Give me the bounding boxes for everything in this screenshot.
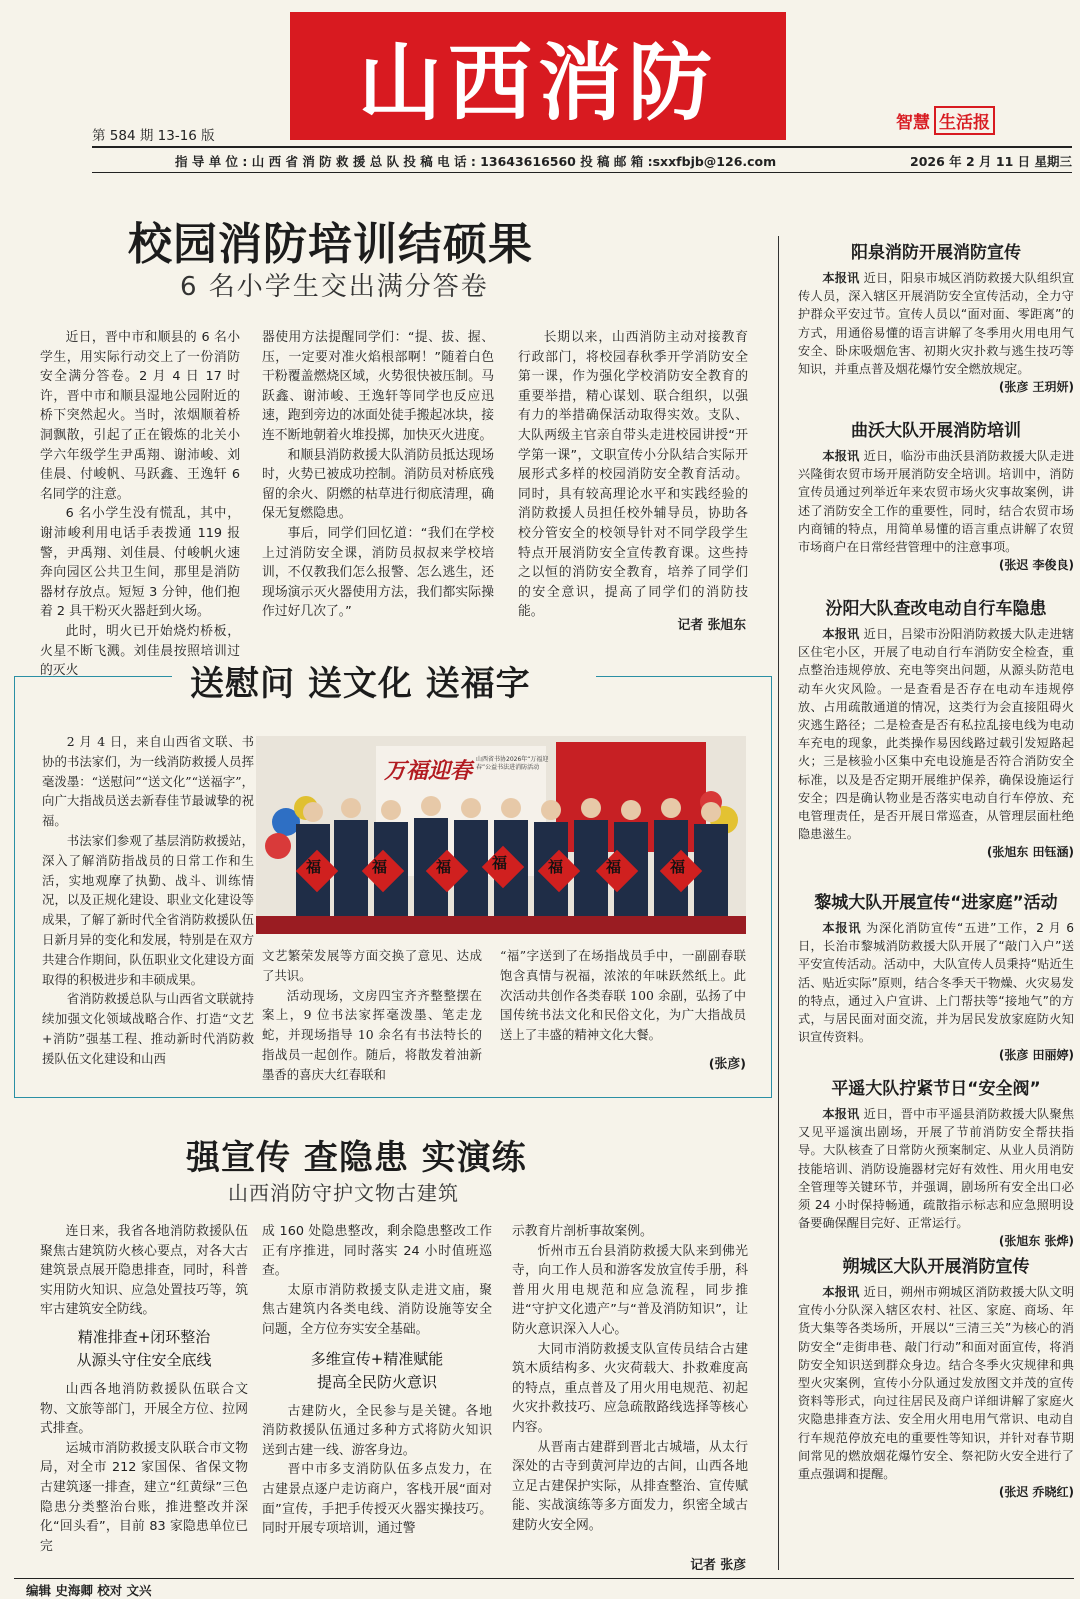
sidebar-item-lead: 本报讯 [822, 1107, 860, 1121]
info-bar [175, 152, 1072, 170]
event-photo [256, 736, 746, 934]
article1-col1 [40, 328, 240, 681]
paragraph: 和顺县消防救援大队消防员抵达现场时，火势已被成功控制。消防员对桥底残留的余火、阴燃的枯草进行彻底清理，确保无复燃隐患。 [262, 447, 494, 522]
article3-section2-title: 多维宣传+精准赋能 提高全民防火意识 [310, 1349, 444, 1391]
sidebar-item-text: 为深化消防宣传“五进”工作，2 月 6 日，长治市黎城消防救援大队开展了“敲门入户”送平安宣传活动。活动中，大队宣传人员秉持“贴近生活、贴近实际”原则，结合冬季天干物燥、火灾易发的特点，通过入户宣讲、上门帮扶等“接地气”的方式，与居民面对面交流，并为居民发放家庭防火知识宣传资料。 [798, 921, 1075, 1045]
fu-4: 福 [492, 854, 508, 872]
paragraph: 书法家们参观了基层消防救援站，深入了解消防指战员的日常工作和生活，实地观摩了执勤、战斗、训练情况，以及正规化建设、职业文化建设等成果，了解了新时代全省消防救援队伍日新月异的变化和发展，特别是在双方共建合作期间，队伍职业文化建设方面取得的积极进步和丰硕成果。 [42, 832, 254, 987]
article3-col3 [512, 1222, 748, 1536]
sidebar-item [798, 1074, 1074, 1252]
sidebar-item-byline: (张迟 乔晓红) [998, 1485, 1074, 1500]
article2-byline: (张彦) [708, 1057, 746, 1072]
footer-credits: 编辑 史海卿 校对 文兴 [26, 1583, 152, 1598]
article1-col2 [262, 328, 494, 622]
photo-caption: 山西省书协2026年“万福迎春”公益书法进消防活动 [476, 756, 549, 771]
sidebar-item [798, 594, 1074, 888]
sidebar-item-text: 近日，临汾市曲沃县消防救援大队走进兴隆街农贸市场开展消防安全培训。培训中，消防宣传员通过列举近年来农贸市场火灾事故案例，讲述了消防安全工作的重要性，同时，结合农贸市场内商铺的特点，用简单易懂的语言重点讲解了农贸市场商户在日常经营管理中的注意事项。 [798, 449, 1075, 555]
paragraph: 山西各地消防救援队伍联合文物、文旅等部门，开展全方位、拉网式排查。 [40, 1381, 248, 1437]
paragraph: “福”字送到了在场指战员手中，一副副春联饱含真情与祝福，浓浓的年味跃然纸上。此次活动共创作各类春联 100 余副，弘扬了中国传统书法文化和民俗文化，为广大指战员送上了丰盛的精神文化大餐。 [500, 948, 746, 1043]
masthead-banner [290, 12, 786, 140]
paragraph: 近日，晋中市和顺县的 6 名小学生，用实际行动交上了一份消防安全满分答卷。2 月 4 日 17 时许，晋中市和顺县湿地公园附近的桥下突然起火。当时，浓烟顺着桥洞飘散，引起了正在锻炼的北关小学六年级学生尹禹翔、谢沛峻、刘佳晨、付峻帆、马跃鑫、王逸轩 6 名同学的注意。 [40, 330, 240, 502]
sidebar-item-title: 曲沃大队开展消防培训 [851, 421, 1021, 441]
paragraph: 2 月 4 日，来自山西省文联、书协的书法家们，为一线消防救援人员挥毫泼墨：“送慰问”“送文化”“送福字”，向广大指战员送去新春佳节最诚挚的祝福。 [42, 734, 254, 829]
paragraph: 器使用方法提醒同学们：“提、拔、握、压，一定要对准火焰根部啊！”随着白色干粉覆盖燃烧区域，火势很快被压制。马跃鑫、谢沛峻、王逸轩等同学也反应迅速，跑到旁边的冰面处徒手搬起冰块，接连不断地朝着火堆投掷，加快灭火进度。 [262, 330, 494, 443]
sidebar-item-title: 平遥大队拧紧节日“安全阀” [831, 1079, 1041, 1099]
masthead-title: 山西消防 [357, 32, 718, 132]
sidebar-item-byline: (张迟 李俊良) [998, 558, 1074, 573]
sidebar-item-text: 近日，吕梁市汾阳消防救援大队走进辖区住宅小区，开展了电动自行车消防安全检查，重点整治违规停放、充电等突出问题，从源头防范电动车火灾风险。一是查看是否存在电动车违规停放、占用疏散通道的情况，这类行为会直接阻碍火灾逃生路径；二是检查是否有私拉乱接电线为电动车充电的现象，此类操作易因线路过载引发短路起火；三是核验小区集中充电设施是否符合消防安全标准，以及是否定期开展维护保养，确保设施运行安全；四是确认物业是否落实电动自行车停放、充电管理责任，是否开展日常巡查，从管理层面杜绝隐患滋生。 [798, 627, 1075, 842]
sidebar-item-byline: (张彦 田丽婷) [998, 1048, 1074, 1063]
article3-section1-title: 精准排查+闭环整治 从源头守住安全底线 [76, 1327, 212, 1369]
sidebar-news [798, 238, 1074, 1552]
paragraph: 连日来，我省各地消防救援队伍聚焦古建筑防火核心要点，对各大古建筑景点展开隐患排查，同时，科普实用防火知识、应急处置技巧等，筑牢古建筑安全防线。 [40, 1224, 248, 1318]
sidebar-item-lead: 本报讯 [822, 921, 862, 935]
photo-banner: 万福迎春 [384, 758, 473, 784]
sidebar-item-lead: 本报讯 [822, 627, 860, 641]
article1-byline: 记者 张旭东 [677, 618, 746, 633]
article3-title: 强宣传 查隐患 实演练 [186, 1138, 527, 1178]
paragraph: 文艺繁荣发展等方面交换了意见、达成了共识。 [262, 948, 482, 983]
sidebar-item-byline: (张彦 王玥妍) [998, 380, 1074, 395]
paragraph: 成 160 处隐患整改，剩余隐患整改工作正有序推进，同时落实 24 小时值班巡查。 [262, 1224, 492, 1279]
paragraph: 晋中市多支消防队伍多点发力，在古建景点逐户走访商户，客栈开展“面对面”宣传，手把手传授灭火器实操技巧。同时开展专项培训，通过警 [262, 1462, 492, 1537]
issue-number: 第 584 期 13-16 版 [92, 128, 215, 144]
article2-title: 送慰问 送文化 送福字 [190, 664, 531, 704]
fu-6: 福 [606, 858, 622, 876]
fu-5: 福 [548, 858, 564, 876]
sidebar-item-text: 近日，晋中市平遥县消防救援大队聚焦又见平遥演出剧场，开展了节前消防安全帮扶指导。大队核查了日常防火预案制定、从业人员消防技能培训、消防设施器材完好有效性、用火用电安全管理等关键环节，并强调，剧场所有安全出口必须 24 小时保持畅通，疏散指示标志和应急照明设备要确保醒目完好、正常运行。 [798, 1107, 1075, 1231]
sidebar-item-byline: (张旭东 田钰涵) [986, 845, 1074, 860]
article3-byline: 记者 张彦 [690, 1558, 746, 1573]
sidebar-item-title: 阳泉消防开展消防宣传 [851, 243, 1021, 263]
paragraph: 从晋南古建群到晋北古城墙，从太行深处的古寺到黄河岸边的古间，山西各地立足古建保护实际，从排查整治、宣传赋能、实战演练等多方面发力，织密全域古建防火安全网。 [512, 1439, 748, 1533]
article2-col2 [262, 946, 482, 1085]
paragraph: 事后，同学们回忆道：“我们在学校上过消防安全课，消防员叔叔来学校培训，不仅教我们怎么报警、怎么逃生，还现场演示灭火器使用方法，我们都实际操作过好几次了。” [262, 525, 494, 620]
article1-col3 [518, 328, 748, 622]
sidebar-item-lead: 本报讯 [822, 271, 860, 285]
article3-col1 [40, 1222, 248, 1556]
paragraph: 示教育片剖析事故案例。 [512, 1224, 653, 1239]
sidebar-item [798, 888, 1074, 1074]
fu-7: 福 [670, 858, 686, 876]
paragraph: 古建防火，全民参与是关键。各地消防救援队伍通过多种方式将防火知识送到古建一线、游客身边。 [262, 1403, 492, 1458]
partner-small: 智慧 [896, 113, 930, 133]
sidebar-item [798, 416, 1074, 594]
sidebar-item-title: 黎城大队开展宣传“进家庭”活动 [814, 893, 1058, 913]
article2-col3 [500, 946, 746, 1045]
sidebar-item-byline: (张旭东 张烨) [998, 1234, 1074, 1249]
sidebar-item [798, 238, 1074, 416]
partner-logo [896, 106, 995, 135]
article1-title: 校园消防培训结硕果 [128, 219, 533, 270]
paragraph: 省消防救援总队与山西省文联就持续加强文化领域战略合作、打造“文艺+消防”强基工程、推动新时代消防救援队伍文化建设和山西 [42, 991, 254, 1066]
article3-subtitle: 山西消防守护文物古建筑 [228, 1181, 459, 1205]
sidebar-item-text: 近日，朔州市朔城区消防救援大队文明宣传小分队深入辖区农村、社区、家庭、商场、年货大集等各类场所，开展以“三清三关”为核心的消防安全“走街串巷、敲门行动”和面对面宣传，将消防安全知识送到群众身边。结合冬季火灾规律和典型火灾案例，宣传小分队通过发放图文并茂的宣传资料等形式，向过往居民及商户详细讲解了家庭火灾隐患排查方法、安全用火用电用气常识、电动自行车规范停放充电的重要性等知识，并针对春节期间常见的燃放烟花爆竹安全、祭祀防火安全进行了重点强调和提醒。 [798, 1285, 1075, 1482]
info-bar-text: 指 导 单 位 : 山 西 省 消 防 救 援 总 队 投 稿 电 话 : 13643616560 投 稿 邮 箱 :sxxfbjb@126.com [175, 154, 777, 169]
sidebar-item [798, 1252, 1074, 1552]
fu-1: 福 [306, 858, 322, 876]
paragraph: 忻州市五台县消防救援大队来到佛光寺，向工作人员和游客发放宣传手册，科普用火用电规范和应急流程，同步推进“守护文化遗产”与“普及消防知识”，让防火意识深入人心。 [512, 1243, 748, 1337]
sidebar-item-text: 近日，阳泉市城区消防救援大队组织宣传人员，深入辖区开展消防安全宣传活动，全力守护群众平安过节。宣传人员以“面对面、零距离”的方式，用通俗易懂的语言讲解了冬季用火用电用气安全、卧床吸烟危害、初期火灾扑救与逃生技巧等知识，并重点普及烟花爆竹安全燃放规定。 [798, 271, 1075, 377]
article3-col2 [262, 1222, 492, 1539]
partner-brand: 生活报 [934, 106, 995, 135]
article2-col1 [42, 732, 254, 1069]
paragraph: 大同市消防救援支队宣传员结合古建筑木质结构多、火灾荷载大、扑救难度高的特点，重点普及了用火用电规范、初起火灾扑救技巧、应急疏散路线选择等核心内容。 [512, 1341, 748, 1435]
sidebar-item-lead: 本报讯 [822, 449, 860, 463]
paragraph: 6 名小学生没有慌乱，其中，谢沛峻利用电话手表拨通 119 报警，尹禹翔、刘佳晨、付峻帆火速奔向园区公共卫生间，那里是消防器材存放点。短短 3 分钟，他们抱着 2 具干粉灭火器赶到火场。 [40, 506, 240, 620]
paragraph: 运城市消防救援支队联合市文物局，对全市 212 家国保、省保文物古建筑逐一排查，建立“红黄绿”三色隐患分类整治台账，推进整改并深化“回头看”，目前 83 家隐患单位已完 [40, 1440, 248, 1554]
sidebar-item-lead: 本报讯 [822, 1285, 860, 1299]
paragraph: 长期以来，山西消防主动对接教育行政部门，将校园春秋季开学消防安全第一课，作为强化学校消防安全教育的重要举措，精心谋划、联合组织，以强有力的举措确保活动取得实效。支队、大队两级主官亲自带头走进校园讲授“开学第一课”，文职宣传小分队结合实际开展形式多样的校园消防安全教育活动。同时，具有较高理论水平和实践经验的消防救援人员担任校外辅导员，协助各校分管安全的校领导针对不同学段学生特点开展消防安全宣传教育课。这些持之以恒的消防安全教育，培养了同学们的安全意识，提高了同学们的消防技能。 [518, 330, 748, 620]
fu-2: 福 [372, 858, 388, 876]
sidebar-item-title: 朔城区大队开展消防宣传 [842, 1257, 1030, 1277]
article1-subtitle: 6 名小学生交出满分答卷 [180, 272, 489, 302]
fu-3: 福 [436, 858, 452, 876]
info-bar-date: 2026 年 2 月 11 日 星期三 [910, 154, 1072, 169]
paragraph: 此时，明火已开始烧灼桥板，火星不断飞溅。刘佳晨按照培训过的灭火 [40, 623, 240, 679]
sidebar-item-title: 汾阳大队查改电动自行车隐患 [825, 599, 1047, 619]
paragraph: 活动现场，文房四宝齐齐整整摆在案上，9 位书法家挥毫泼墨、笔走龙蛇，并现场指导 10 余名有书法特长的指战员一起创作。随后，将散发着油新墨香的喜庆大红春联和 [262, 987, 482, 1082]
paragraph: 太原市消防救援支队走进文庙，聚焦古建筑内各类电线、消防设施等安全问题，全方位夯实安全基础。 [262, 1282, 492, 1337]
